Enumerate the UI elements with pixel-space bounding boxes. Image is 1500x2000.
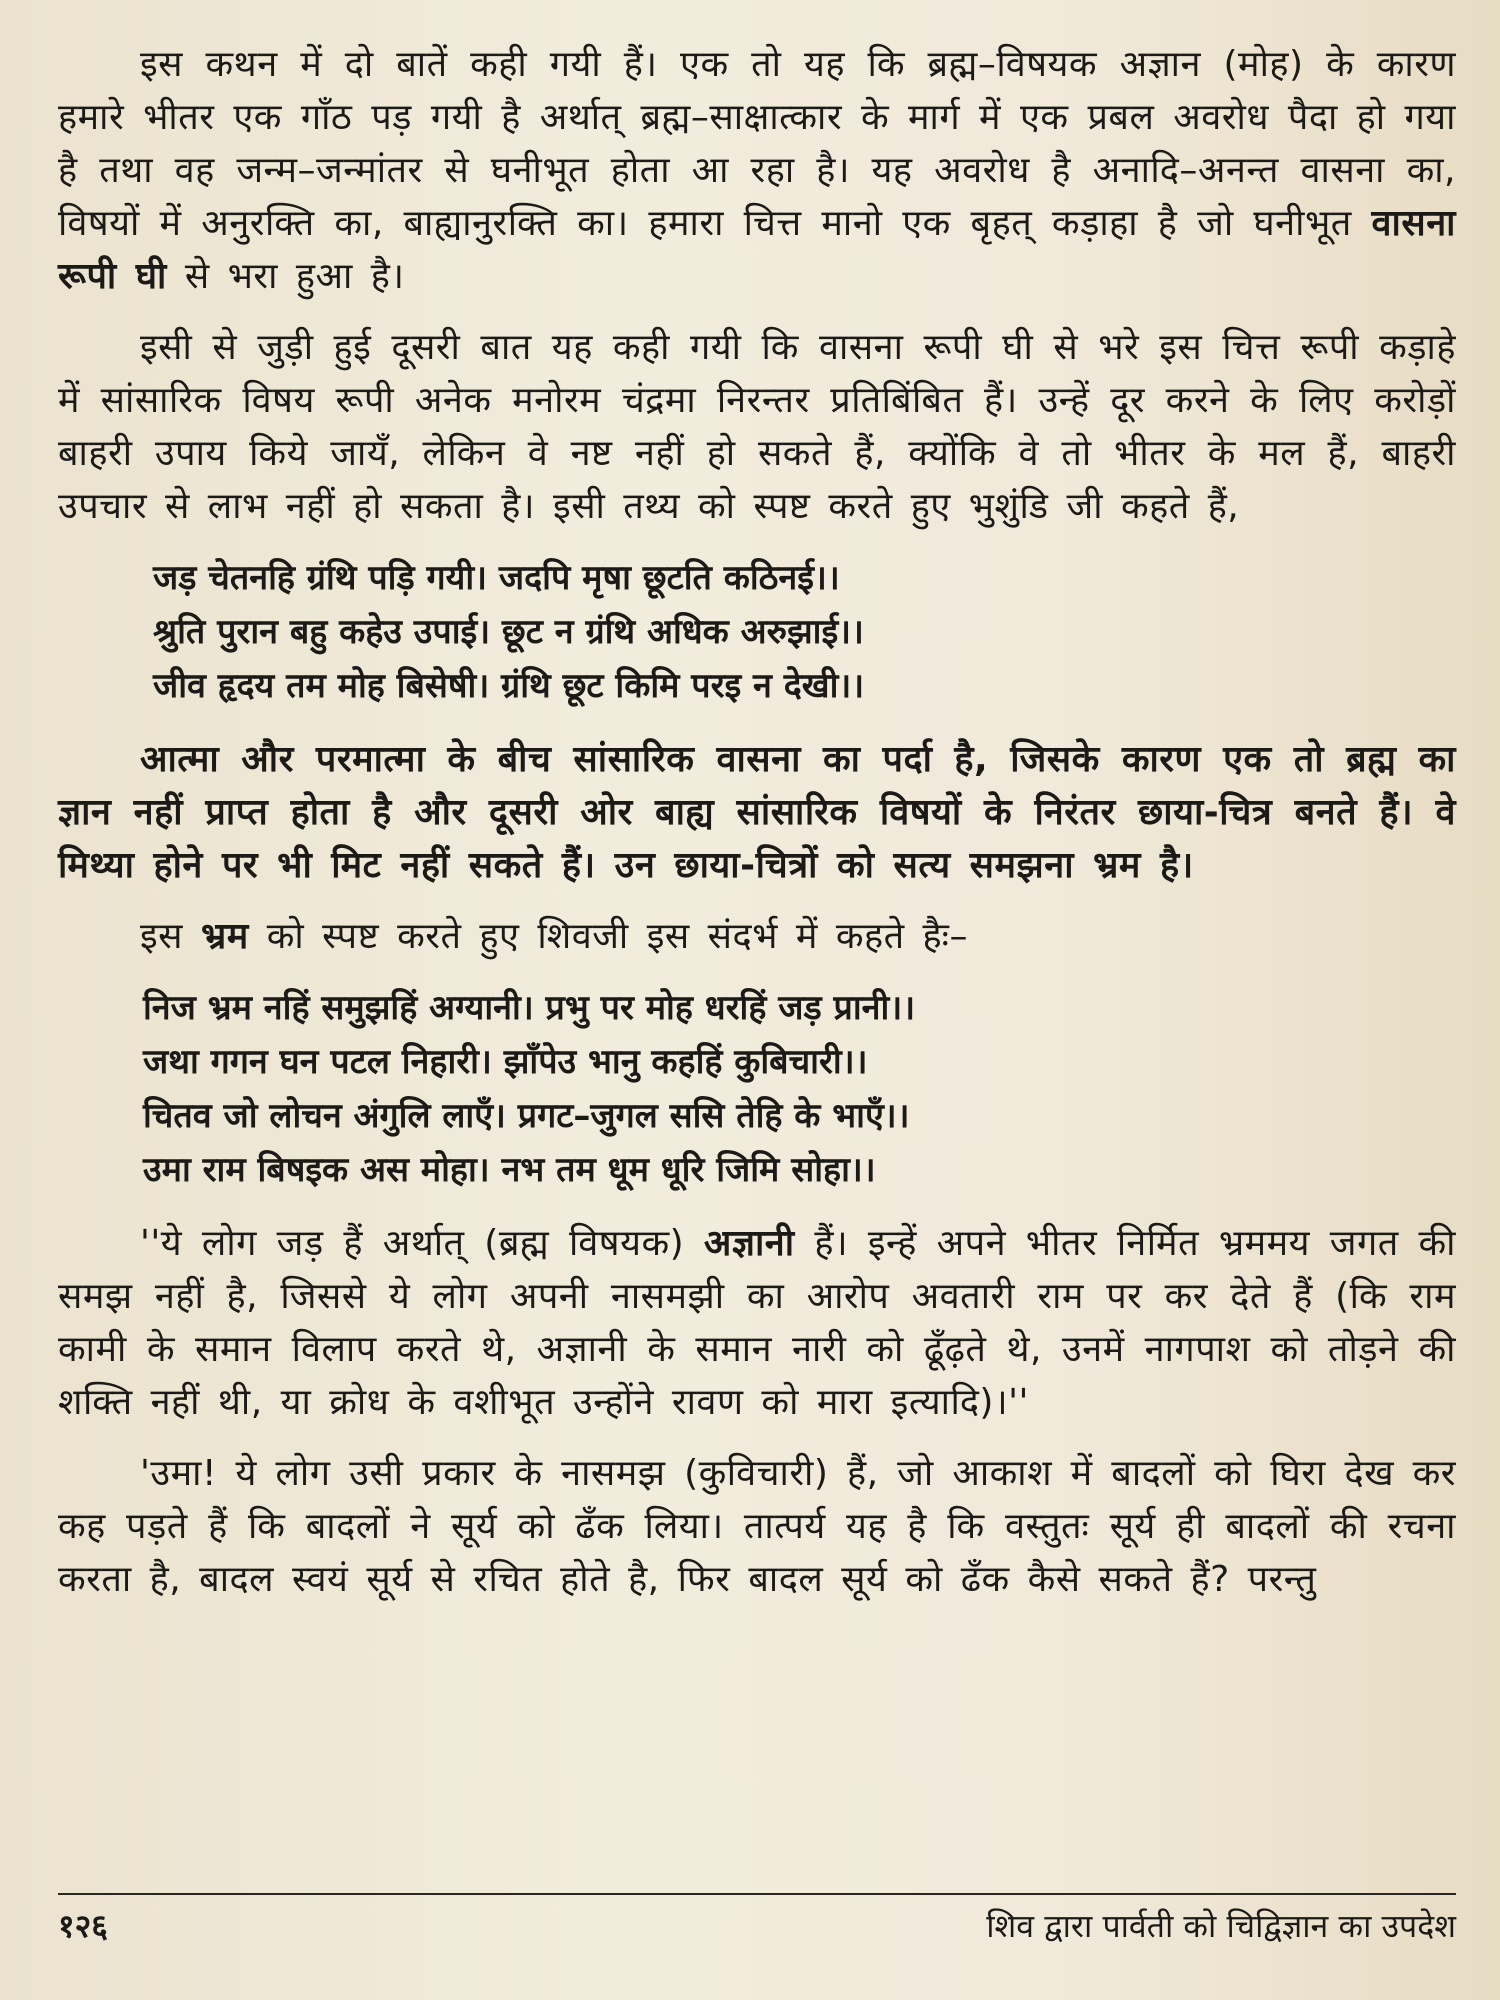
paragraph-5 (58, 1217, 1456, 1429)
verse-block-1 (58, 551, 1456, 713)
paragraph-1 (58, 38, 1456, 303)
page-content (58, 38, 1456, 1624)
paragraph-5-bold: अज्ञानी (703, 1223, 795, 1264)
verse-line: श्रुति पुरान बहु कहेउ उपाई। छूट न ग्रंथि अधिक अरुझाई।। (153, 612, 864, 652)
paragraph-1-bold: वासना रूपी घी (58, 203, 1456, 297)
paragraph-4-bold: भ्रम (200, 916, 249, 957)
page-number: १२६ (58, 1907, 108, 1945)
paragraph-3: आत्मा और परमात्मा के बीच सांसारिक वासना का पर्दा है, जिसके कारण एक तो ब्रह्म का ज्ञान नहीं प्राप्त होता है और दूसरी ओर बाह्य सांसारिक विषयों के निरंतर छाया-चित्र बनते हैं। वे मिथ्या होने पर भी मिट नहीं सकते हैं। उन छाया-चित्रों को सत्य समझना भ्रम है। (58, 739, 1456, 886)
paragraph-5-start: ''ये लोग जड़ हैं अर्थात् (ब्रह्म विषयक) (140, 1223, 704, 1264)
running-title: शिव द्वारा पार्वती को चिद्विज्ञान का उपदेश (986, 1907, 1456, 1945)
verse-line: निज भ्रम नहिं समुझहिं अग्यानी। प्रभु पर मोह धरहिं जड़ प्रानी।। (143, 988, 916, 1028)
paragraph-4-end: को स्पष्ट करते हुए शिवजी इस संदर्भ में कहते हैः– (248, 916, 968, 957)
paragraph-1-text: इस कथन में दो बातें कही गयी हैं। एक तो यह कि ब्रह्म–विषयक अज्ञान (मोह) के कारण हमारे भीतर एक गाँठ पड़ गयी है अर्थात् ब्रह्म–साक्षात्कार के मार्ग में एक प्रबल अवरोध पैदा हो गया है तथा वह जन्म–जन्मांतर से घनीभूत होता आ रहा है। यह अवरोध है अनादि–अनन्त वासना का, विषयों में अनुरक्ति का, बाह्यानुरक्ति का। हमारा चित्त मानो एक बृहत् कड़ाहा है जो घनीभूत (58, 44, 1456, 244)
paragraph-1-end: से भरा हुआ है। (166, 256, 405, 297)
page-footer (58, 1904, 1456, 1948)
paragraph-6: 'उमा! ये लोग उसी प्रकार के नासमझ (कुविचारी) हैं, जो आकाश में बादलों को घिरा देख कर कह पड़ते हैं कि बादलों ने सूर्य को ढँक लिया। तात्पर्य यह है कि वस्तुतः सूर्य ही बादलों की रचना करता है, बादल स्वयं सूर्य से रचित होते है, फिर बादल सूर्य को ढँक कैसे सकते हैं? परन्तु (58, 1453, 1456, 1600)
paragraph-4 (58, 910, 1456, 963)
verse-line: उमा राम बिषइक अस मोहा। नभ तम धूम धूरि जिमि सोहा।। (143, 1150, 876, 1190)
paragraph-2: इसी से जुड़ी हुई दूसरी बात यह कही गयी कि वासना रूपी घी से भरे इस चित्त रूपी कड़ाहे में सांसारिक विषय रूपी अनेक मनोरम चंद्रमा निरन्तर प्रतिबिंबित हैं। उन्हें दूर करने के लिए करोड़ों बाहरी उपाय किये जायँ, लेकिन वे नष्ट नहीं हो सकते हैं, क्योंकि वे तो भीतर के मल हैं, बाहरी उपचार से लाभ नहीं हो सकता है। इसी तथ्य को स्पष्ट करते हुए भुशुंडि जी कहते हैं, (58, 327, 1456, 527)
verse-line: जथा गगन घन पटल निहारी। झाँपेउ भानु कहहिं कुबिचारी।। (143, 1042, 868, 1082)
footer-rule (58, 1893, 1456, 1895)
verse-line: जीव हृदय तम मोह बिसेषी। ग्रंथि छूट किमि परइ न देखी।। (153, 666, 865, 706)
paragraph-5-end: हैं। इन्हें अपने भीतर निर्मित भ्रममय जगत की समझ नहीं है, जिससे ये लोग अपनी नासमझी का आरोप अवतारी राम पर कर देते हैं (कि राम कामी के समान विलाप करते थे, अज्ञानी के समान नारी को ढूँढ़ते थे, उनमें नागपाश को तोड़ने की शक्ति नहीं थी, या क्रोध के वशीभूत उन्होंने रावण को मारा इत्यादि)।'' (58, 1223, 1456, 1423)
verse-block-2 (58, 981, 1456, 1197)
verse-line: चितव जो लोचन अंगुलि लाएँ। प्रगट–जुगल ससि तेहि के भाएँ।। (143, 1096, 910, 1136)
verse-line: जड़ चेतनहि ग्रंथि पड़ि गयी। जदपि मृषा छूटति कठिनई।। (153, 558, 840, 598)
paragraph-4-start: इस (140, 916, 201, 957)
